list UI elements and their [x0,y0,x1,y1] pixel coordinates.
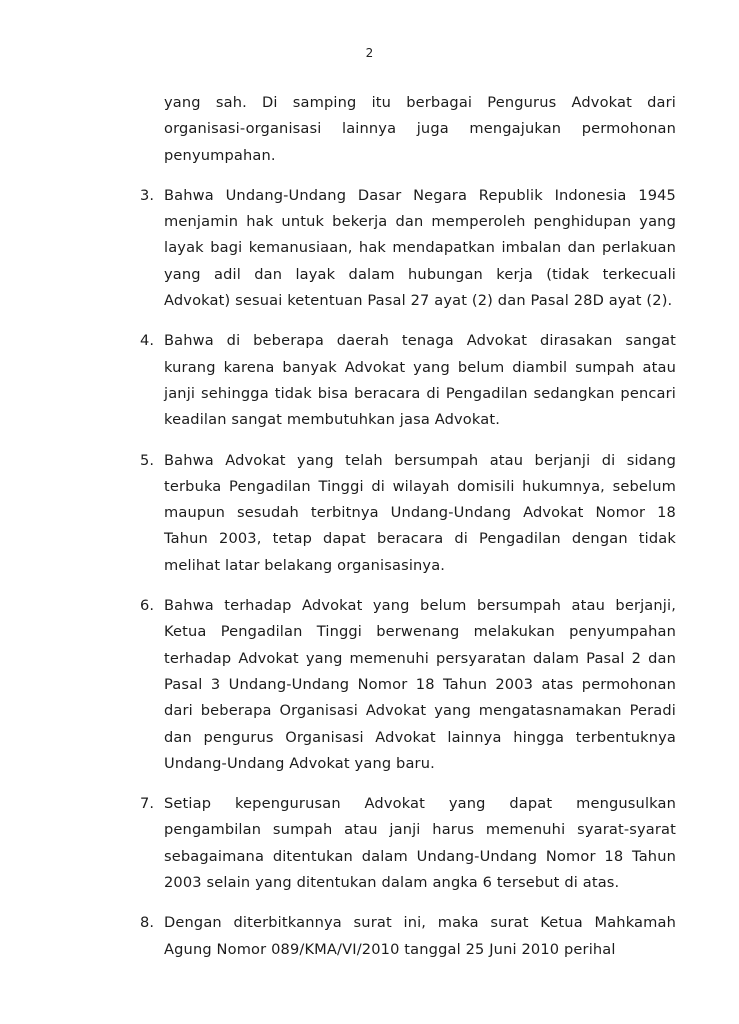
item-text: Bahwa Undang-Undang Dasar Negara Republik Indonesia 1945 menjamin hak untuk bekerja dan memperoleh penghidupan yang layak bagi kemanusiaan, hak mendapatkan imbalan dan perlakuan yang adil dan layak dalam hubungan kerja (tidak terkecuali Advokat) sesuai ketentuan Pasal 27 ayat (2) dan Pasal 28D ayat (2). [164,186,676,310]
item-number: 5. [140,451,155,469]
numbered-item-3 [140,183,676,314]
item-number: 7. [140,795,155,813]
numbered-item-5 [140,448,676,579]
item-text: Dengan diterbitkannya surat ini, maka surat Ketua Mahkamah Agung Nomor 089/KMA/VI/2010 tanggal 25 Juni 2010 perihal [164,914,676,958]
numbered-item-8 [140,910,676,963]
item-text: Bahwa Advokat yang telah bersumpah atau berjanji di sidang terbuka Pengadilan Tinggi di wilayah domisili hukumnya, sebelum maupun sesudah terbitnya Undang-Undang Advokat Nomor 18 Tahun 2003, tetap dapat beracara di Pengadilan dengan tidak melihat latar belakang organisasinya. [164,451,676,574]
paragraph-text: yang sah. Di samping itu berbagai Pengurus Advokat dari organisasi-organisasi lainnya juga mengajukan permohonan penyumpahan. [164,94,676,164]
item-text: Bahwa di beberapa daerah tenaga Advokat dirasakan sangat kurang karena banyak Advokat yang belum diambil sumpah atau janji sehingga tidak bisa beracara di Pengadilan sedangkan pencari keadilan sangat membutuhkan jasa Advokat. [164,332,676,429]
item-number: 8. [140,914,155,932]
page-number: 2 [365,46,374,60]
item-text: Bahwa terhadap Advokat yang belum bersumpah atau berjanji, Ketua Pengadilan Tinggi berwenang melakukan penyumpahan terhadap Advokat yang memenuhi persyaratan dalam Pasal 2 dan Pasal 3 Undang-Undang Nomor 18 Tahun 2003 atas permohonan dari beberapa Organisasi Advokat yang mengatasnamakan Peradi dan pengurus Organisasi Advokat lainnya hingga terbentuknya Undang-Undang Advokat yang baru. [164,597,676,772]
numbered-item-6 [140,593,676,777]
item-number: 6. [140,597,155,615]
numbered-item-4 [140,328,676,433]
item-text: Setiap kepengurusan Advokat yang dapat mengusulkan pengambilan sumpah atau janji harus memenuhi syarat-syarat sebagaimana ditentukan dalam Undang-Undang Nomor 18 Tahun 2003 selain yang ditentukan dalam angka 6 tersebut di atas. [164,795,676,892]
document-body [140,90,676,963]
continuation-paragraph [140,90,676,169]
item-number: 3. [140,186,155,204]
numbered-item-7 [140,791,676,896]
item-number: 4. [140,332,155,350]
